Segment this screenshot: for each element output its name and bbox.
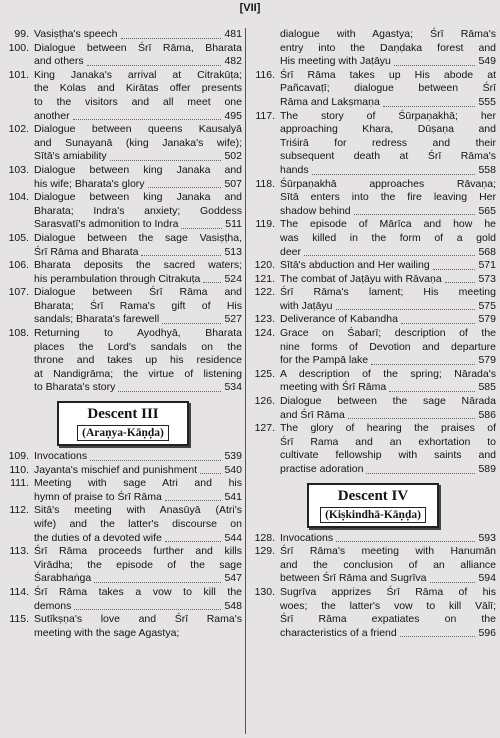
toc-entry — [4, 545, 242, 586]
entry-number: 107. — [8, 286, 29, 299]
entry-title-line: Dialogue between king Janaka and — [34, 191, 242, 204]
page-number: 544 — [224, 531, 242, 544]
dot-leader — [336, 541, 475, 542]
entry-title-line: King Janaka's arrival at Citrakūṭa; — [34, 68, 242, 81]
page-number: 594 — [478, 572, 496, 585]
toc-entry — [4, 586, 242, 613]
toc-entry — [250, 327, 496, 368]
dot-leader — [389, 391, 475, 392]
entry-title-line: Returning to Ayodhyā, Bharata — [34, 327, 242, 340]
dot-leader — [348, 418, 476, 419]
entry-title-line: Śrī Rāma takes up His abode at — [280, 68, 496, 81]
entry-number: 130. — [254, 585, 275, 598]
entry-number: 106. — [8, 259, 29, 272]
page-number: 579 — [478, 313, 496, 326]
dot-leader — [401, 323, 476, 324]
entry-number: 114. — [9, 585, 29, 598]
entry-title-line: and the conclusion of an alliance — [280, 558, 496, 571]
toc-entry — [250, 286, 496, 313]
entry-title-line: Invocations — [280, 531, 334, 544]
entry-number: 125. — [254, 367, 275, 380]
entry-title-line: Śūrpaṇakhā approaches Rāvaṇa; — [280, 177, 496, 190]
entry-title-line: Meeting with sage Atri and his — [34, 477, 242, 490]
toc-entry — [250, 586, 496, 640]
toc-entry — [250, 110, 496, 178]
entry-number: 113. — [9, 545, 29, 558]
dot-leader — [400, 636, 476, 637]
descent-title: Descent IV — [337, 487, 409, 504]
entry-title-line: Sītā's abduction and Her wailing — [280, 259, 430, 272]
entry-title-line: Sītā's amiability — [34, 150, 107, 163]
toc-entry — [250, 368, 496, 395]
entry-title-line: shadow behind — [280, 204, 351, 217]
entry-number: 129. — [254, 545, 275, 558]
page-number: 579 — [478, 354, 496, 367]
entry-title-line: Śrī Rama and an exhortation to — [280, 435, 496, 448]
entry-title-line: Sarasvatī's admonition to Indra — [34, 218, 179, 231]
entry-title-line: demons — [34, 599, 72, 612]
entry-number: 120. — [254, 259, 275, 272]
toc-entry — [4, 164, 242, 191]
toc-entry — [4, 504, 242, 545]
entry-number: 124. — [254, 327, 275, 340]
descent-heading — [57, 401, 189, 446]
toc-entry — [4, 191, 242, 232]
entry-title-line: Invocations — [34, 450, 88, 463]
dot-leader — [383, 106, 476, 107]
dot-leader — [354, 214, 476, 215]
entry-title-line: to the visitors and all meet one — [34, 95, 242, 108]
toc-entry — [4, 123, 242, 164]
entry-number: 126. — [254, 395, 275, 408]
entry-title-line: Dialogue between the sage Vasiṣṭha, — [34, 231, 242, 244]
toc-entry — [4, 327, 242, 395]
entry-title-line: sandals; Bharata's farewell — [34, 313, 160, 326]
entry-title-line: Śrī Rāma proceeds further and kills — [34, 545, 242, 558]
entry-number: 116. — [255, 68, 275, 81]
page-number: 573 — [478, 272, 496, 285]
entry-title-line: His meeting with Jaṭāyu — [280, 55, 391, 68]
entry-title-line: Virādha; the episode of the sage — [34, 558, 242, 571]
entry-title-line: The story of Śūrpaṇakhā; her — [280, 109, 496, 122]
page-number: 575 — [478, 299, 496, 312]
page-number: 549 — [478, 55, 496, 68]
entry-number: 100. — [8, 41, 29, 54]
entry-title-line: Dialogue between Śrī Rāma, Bharata — [34, 41, 242, 54]
toc-entry — [4, 69, 242, 123]
dot-leader — [336, 309, 476, 310]
dot-leader — [141, 255, 221, 256]
entry-title-line: The glory of hearing the praises of — [280, 422, 496, 435]
entry-title-line: for the Pampā lake — [280, 354, 369, 367]
page-number: 524 — [224, 272, 242, 285]
dot-leader — [94, 582, 221, 583]
page-number: 571 — [478, 259, 496, 272]
entry-title-line: the Kolas and Kirātas offer presents — [34, 82, 242, 95]
entry-number: 101. — [8, 68, 29, 81]
entry-title-line: characteristics of a friend — [280, 626, 397, 639]
toc-entry — [4, 42, 242, 69]
entry-number: 128. — [254, 531, 275, 544]
entry-title-line: was killed in the form of a gold — [280, 231, 496, 244]
page-number: 547 — [224, 572, 242, 585]
entry-title-line: between Śrī Rāma and Sugrīva — [280, 572, 427, 585]
dot-leader — [121, 38, 222, 39]
descent-title: Descent III — [87, 406, 159, 423]
dot-leader — [312, 174, 476, 175]
dot-leader — [366, 473, 475, 474]
page-number: 541 — [224, 490, 242, 503]
page-number: 495 — [224, 109, 242, 122]
entry-number: 123. — [254, 313, 275, 326]
entry-title-line: and others — [34, 55, 84, 68]
entry-title-line: places the Lord's sandals on the — [34, 340, 242, 353]
dot-leader — [148, 187, 222, 188]
dot-leader — [394, 65, 476, 66]
dot-leader — [118, 391, 221, 392]
entry-title-line: to Bharata's story — [34, 381, 116, 394]
entry-title-line: cultivate fellowship with saints and — [280, 449, 496, 462]
entry-title-line: Sugrīva apprizes Śrī Rāma of his — [280, 585, 496, 598]
entry-number: 117. — [255, 109, 275, 122]
entry-number: 119. — [255, 218, 275, 231]
entry-number: 108. — [8, 327, 29, 340]
page-number: 481 — [224, 28, 242, 40]
toc-entry — [4, 286, 242, 327]
descent-subtitle: (Kiṣkindhā-Kāṇḍa) — [320, 507, 426, 523]
entry-number: 118. — [255, 177, 275, 190]
entry-title-line: Sītā enters into the fire leaving Her — [280, 191, 496, 204]
toc-entry — [250, 422, 496, 476]
entry-title-line: hands — [280, 163, 309, 176]
entry-title-line: meeting with the sage Agastya; — [34, 626, 180, 639]
toc-column-right — [250, 28, 496, 640]
entry-title-line: Śrī Rāma and Bharata — [34, 245, 139, 258]
entry-title-line: Śrī Rāma's lament; His meeting — [280, 286, 496, 299]
entry-number: 99. — [14, 28, 29, 40]
entry-number: 121. — [254, 272, 275, 285]
entry-title-line: the duties of a devoted wife — [34, 531, 162, 544]
entry-title-line: Deliverance of Kabandha — [280, 313, 398, 326]
toc-entry — [250, 259, 496, 273]
entry-title-line: Dialogue between king Janaka and — [34, 163, 242, 176]
entry-title-line: Sitā's meeting with Anasūyā (Atri's — [34, 504, 242, 517]
page-number: 568 — [478, 245, 496, 258]
page-number: 555 — [478, 95, 496, 108]
entry-title-line: his perambulation through Citrakuṭa — [34, 272, 201, 285]
entry-title-line: The combat of Jaṭāyu with Rāvaṇa — [280, 272, 442, 285]
dot-leader — [73, 119, 222, 120]
entry-title-line: A description of the spring; Nārada's — [280, 367, 496, 380]
entry-title-line: meeting with Śrī Rāma — [280, 381, 387, 394]
entry-title-line: Dialogue between queens Kausalyā — [34, 123, 242, 136]
toc-entry — [4, 232, 242, 259]
entry-title-line: Śrī Rāma's meeting with Hanumān — [280, 545, 496, 558]
page-number-header: [VII] — [239, 2, 261, 14]
column-divider — [245, 28, 246, 734]
dot-leader — [74, 609, 221, 610]
toc-entry — [4, 450, 242, 464]
toc-entry — [250, 28, 496, 69]
page-number: 502 — [224, 150, 242, 163]
entry-title-line: Grace on Śabarī; description of the — [280, 327, 496, 340]
entry-title-line: and Sunayanā (king Janaka's wife); — [34, 136, 242, 149]
entry-title-line: and Śrī Rāma — [280, 408, 345, 421]
entry-title-line: Bharata; Indra's anxiety; Goddess — [34, 204, 242, 217]
descent-heading — [307, 483, 439, 528]
entry-title-line: dialogue with Agastya; Śrī Rāma's — [280, 28, 496, 40]
entry-title-line: Dialogue between Śrī Rāma and — [34, 286, 242, 299]
toc-entry — [250, 313, 496, 327]
entry-title-line: Triśirā for redress and their — [280, 136, 496, 149]
dot-leader — [200, 473, 221, 474]
entry-title-line: Vasiṣṭha's speech — [34, 28, 118, 40]
toc-entry — [250, 545, 496, 586]
dot-leader — [181, 228, 222, 229]
page-number: 539 — [224, 450, 242, 463]
entry-number: 122. — [254, 286, 275, 299]
page-number: 565 — [478, 204, 496, 217]
entry-title-line: another — [34, 109, 70, 122]
entry-number: 109. — [8, 450, 29, 463]
entry-title-line: Sutīkṣṇa's love and Śrī Rama's — [34, 613, 242, 626]
page-number: 511 — [225, 218, 242, 231]
page-number: 593 — [478, 531, 496, 544]
toc-entry — [250, 178, 496, 219]
entry-title-line: Śrī Rāma expatiates on the — [280, 613, 496, 626]
entry-title-line: his wife; Bharata's glory — [34, 177, 145, 190]
page-number: 596 — [478, 626, 496, 639]
entry-title-line: entry into the Daṇḍaka forest and — [280, 41, 496, 54]
toc-entry — [250, 69, 496, 110]
entry-title-line: Bharata deposits the sacred waters; — [34, 259, 242, 272]
entry-title-line: The episode of Mārīca and how he — [280, 218, 496, 231]
entry-title-line: practise adoration — [280, 463, 364, 475]
entry-number: 110. — [9, 463, 29, 476]
entry-number: 103. — [8, 163, 29, 176]
dot-leader — [430, 582, 476, 583]
entry-title-line: Śarabhaṅga — [34, 572, 92, 585]
dot-leader — [110, 160, 222, 161]
entry-title-line: with Jaṭāyu — [280, 299, 333, 312]
page-number: 548 — [224, 599, 242, 612]
page-number: 507 — [224, 177, 242, 190]
toc-entry — [4, 477, 242, 504]
entry-title-line: nine forms of Devotion and departure — [280, 340, 496, 353]
page-number: 540 — [224, 463, 242, 476]
dot-leader — [433, 269, 476, 270]
toc-entry — [4, 28, 242, 42]
page-number: 513 — [224, 245, 242, 258]
page-number: 585 — [478, 381, 496, 394]
entry-title-line: deer — [280, 245, 302, 258]
toc-entry — [250, 218, 496, 259]
entry-title-line: approaching Khara, Dūṣaṇa and — [280, 123, 496, 136]
toc-entry — [4, 259, 242, 286]
page-number: 558 — [478, 163, 496, 176]
entry-number: 105. — [8, 231, 29, 244]
entry-number: 102. — [8, 123, 29, 136]
entry-title-line: wife) and the latter's discourse on — [34, 518, 242, 530]
dot-leader — [445, 282, 476, 283]
entry-title-line: subsequent death at Śrī Rāma's — [280, 150, 496, 163]
toc-entry — [250, 395, 496, 422]
entry-title-line: Śrī Rāma takes a vow to kill the — [34, 585, 242, 598]
entry-number: 111. — [10, 477, 29, 490]
dot-leader — [162, 323, 221, 324]
toc-entry — [4, 613, 242, 640]
dot-leader — [87, 65, 222, 66]
entry-title-line: Pañcavaṭī; dialogue between Śrī — [280, 82, 496, 95]
dot-leader — [90, 460, 221, 461]
dot-leader — [203, 282, 221, 283]
dot-leader — [371, 364, 475, 365]
entry-number: 115. — [9, 613, 29, 626]
entry-title-line: throne and takes up his residence — [34, 354, 242, 367]
page-number: 527 — [224, 313, 242, 326]
dot-leader — [304, 255, 475, 256]
page-number: 586 — [478, 408, 496, 421]
entry-title-line: woes; the latter's vow to kill Vālī; — [280, 599, 496, 612]
entry-title-line: Jayanta's mischief and punishment — [34, 463, 198, 476]
page-number: 534 — [224, 381, 242, 394]
entry-title-line: Rāma and Lakṣmaṇa — [280, 95, 380, 108]
entry-title-line: Dialogue between the sage Nārada — [280, 395, 496, 408]
entry-number: 112. — [9, 504, 29, 517]
entry-number: 104. — [8, 191, 29, 204]
dot-leader — [165, 500, 222, 501]
toc-entry — [250, 273, 496, 287]
page-number: 482 — [224, 55, 242, 68]
entry-number: 127. — [254, 422, 275, 435]
toc-entry — [4, 464, 242, 478]
entry-number — [250, 28, 280, 69]
descent-subtitle: (Araṇya-Kāṇḍa) — [77, 425, 169, 441]
entry-title-line: Bharata; Śrī Rama's gift of His — [34, 299, 242, 312]
toc-entry — [250, 532, 496, 546]
entry-title-line: at Nandigrāma; the virtue of listening — [34, 367, 242, 380]
toc-column-left — [4, 28, 242, 640]
entry-title-line: hymn of praise to Śrī Rāma — [34, 490, 162, 503]
dot-leader — [165, 541, 222, 542]
page-number: 589 — [478, 463, 496, 475]
